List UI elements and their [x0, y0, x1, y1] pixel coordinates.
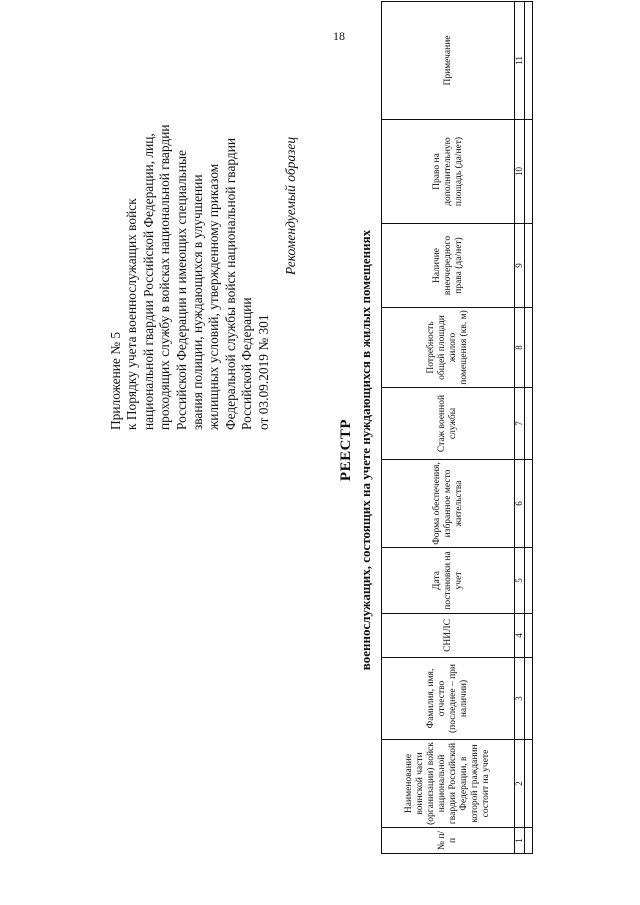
header-row — [382, 2, 515, 854]
column-number: 5 — [515, 548, 525, 614]
sample-note: Рекомендуемый образец — [283, 136, 298, 275]
appendix-line: Российской Федерации — [239, 297, 255, 430]
empty-cell — [525, 460, 533, 548]
column-number: 9 — [515, 224, 525, 308]
empty-cell — [525, 224, 533, 308]
column-number: 10 — [515, 120, 525, 224]
column-number: 7 — [515, 388, 525, 460]
appendix-line: от 03.09.2019 № 301 — [255, 314, 271, 430]
header-cell-provision-form: Форма обеспечения, избранное место жительства — [382, 460, 515, 548]
empty-cell — [525, 658, 533, 740]
appendix-line: жилищных условий, утвержденному приказом — [206, 163, 222, 430]
appendix-line: к Порядку учета военнослужащих войск — [124, 198, 140, 430]
registry-table — [381, 1, 533, 854]
column-number: 6 — [515, 460, 525, 548]
empty-data-row — [525, 2, 533, 854]
header-cell-area-need: Потребность общей площади жилого помещения (кв. м) — [382, 308, 515, 388]
column-number: 8 — [515, 308, 525, 388]
empty-cell — [525, 548, 533, 614]
column-number: 1 — [515, 828, 525, 854]
header-cell-priority-right: Наличие внеочередного права (да/нет) — [382, 224, 515, 308]
header-cell-registration-date: Дата постановки на учет — [382, 548, 515, 614]
header-cell-number: № п/п — [382, 828, 515, 854]
empty-cell — [525, 120, 533, 224]
page-number: 18 — [333, 29, 345, 43]
empty-cell — [525, 614, 533, 658]
header-cell-extra-area-right: Право на дополнительную площадь (да/нет) — [382, 120, 515, 224]
appendix-line: Федеральной службы войск национальной гвардии — [222, 137, 238, 430]
column-number: 3 — [515, 658, 525, 740]
empty-cell — [525, 2, 533, 120]
column-number: 11 — [515, 2, 525, 120]
appendix-title: Приложение № 5 — [108, 331, 123, 430]
header-cell-snils: СНИЛС — [382, 614, 515, 658]
header-cell-unit: Наименование воинской части (организации) войск национальной гвардии Российской Федерации, в которой гражданин состоит на учете — [382, 740, 515, 828]
appendix-block — [108, 58, 272, 430]
empty-cell — [525, 308, 533, 388]
column-number-row — [515, 2, 525, 854]
appendix-line: национальной гвардии Российской Федерации, лиц, — [140, 133, 156, 430]
empty-cell — [525, 828, 533, 854]
column-number: 4 — [515, 614, 525, 658]
appendix-line: звания полиции, нуждающихся в улучшении — [190, 174, 206, 430]
empty-cell — [525, 388, 533, 460]
appendix-line: проходящих службу в войсках национальной гвардии — [157, 124, 173, 430]
header-cell-note: Примечание — [382, 2, 515, 120]
registry-subtitle: военнослужащих, состоящих на учете нуждающихся в жилых помещениях — [358, 229, 373, 671]
header-cell-full-name: Фамилия, имя, отчество (последнее – при наличии) — [382, 658, 515, 740]
empty-cell — [525, 740, 533, 828]
header-cell-service-length: Стаж военной службы — [382, 388, 515, 460]
appendix-line: Российской Федерации и имеющих специальные — [173, 150, 189, 430]
registry-title: РЕЕСТР — [338, 418, 354, 482]
column-number: 2 — [515, 740, 525, 828]
